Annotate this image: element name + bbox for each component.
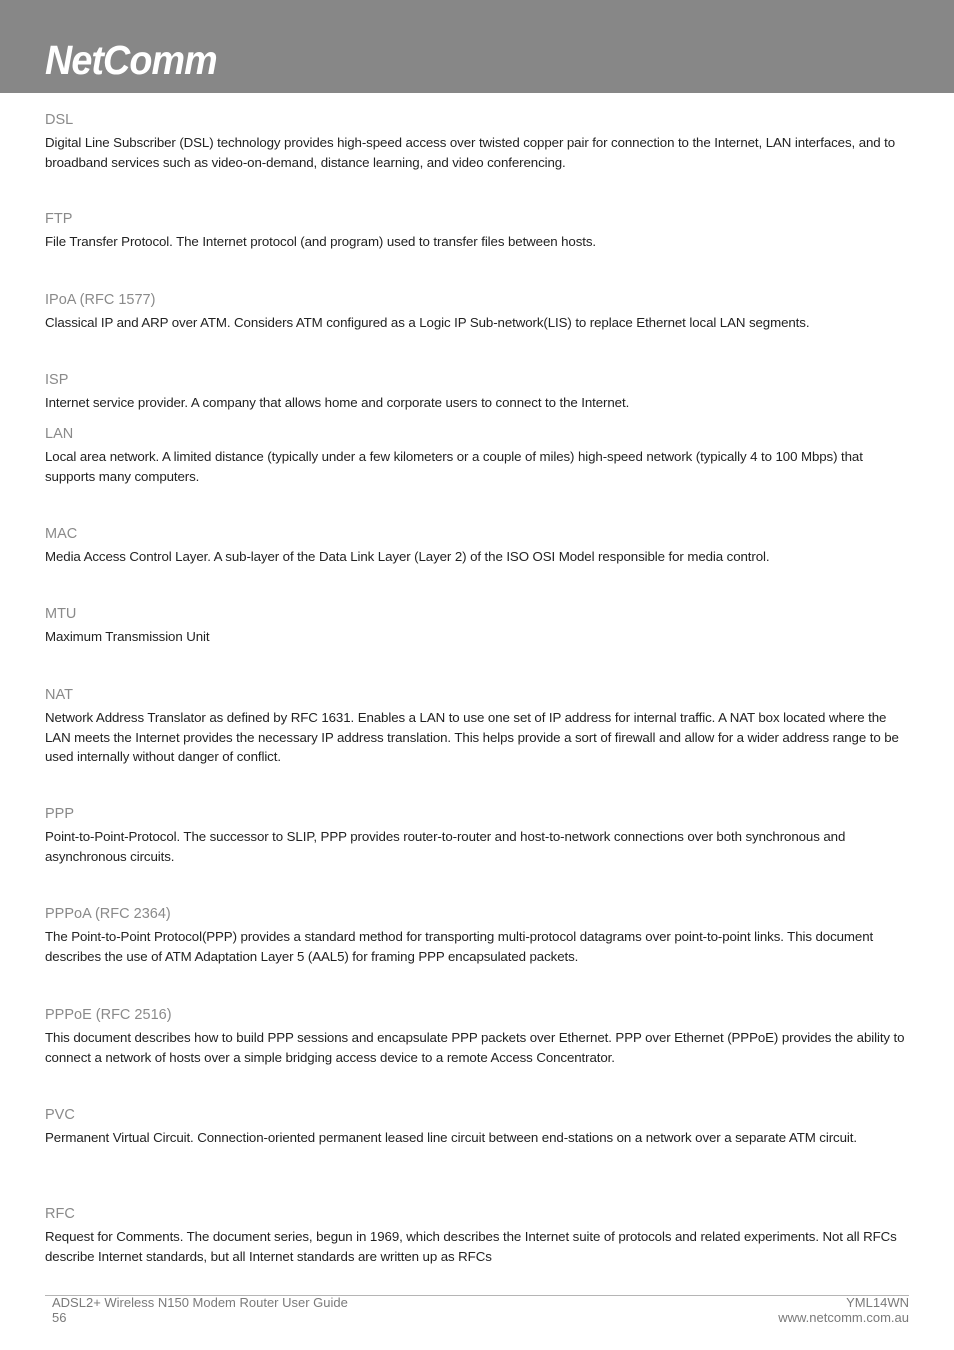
footer-guide-title: ADSL2+ Wireless N150 Modem Router User Guide	[52, 1295, 348, 1310]
glossary-entry-pppoa	[45, 905, 911, 966]
term-heading: PPPoE (RFC 2516)	[45, 1007, 172, 1023]
glossary-entry-ftp	[45, 210, 911, 252]
term-definition: Permanent Virtual Circuit. Connection-oriented permanent leased line circuit between end-stations on a network over a separate ATM circuit.	[45, 1130, 857, 1145]
term-heading: PPP	[45, 806, 75, 822]
term-definition: File Transfer Protocol. The Internet protocol (and program) used to transfer files between hosts.	[45, 234, 597, 249]
term-definition: Internet service provider. A company that allows home and corporate users to connect to the Internet.	[45, 395, 630, 410]
footer-right	[778, 1295, 909, 1325]
term-definition: The Point-to-Point Protocol(PPP) provides a standard method for transporting multi-protocol datagrams over point-to-point links. This document describes the use of ATM Adaptation Layer 5 (AAL5) for framing PPP encapsulated packets.	[45, 929, 874, 964]
footer-website: www.netcomm.com.au	[778, 1310, 909, 1325]
term-heading: RFC	[45, 1206, 75, 1222]
glossary-entry-ppp	[45, 805, 911, 866]
term-heading: MTU	[45, 606, 77, 622]
term-definition: Network Address Translator as defined by RFC 1631. Enables a LAN to use one set of IP address for internal traffic. A NAT box located where the LAN meets the Internet provides the necessary IP address translation. This helps provide a sort of firewall and allow for a wider address range to be used internally without danger of conflict.	[45, 710, 899, 764]
term-heading: IPoA (RFC 1577)	[45, 292, 156, 308]
term-definition: Digital Line Subscriber (DSL) technology provides high-speed access over twisted copper pair for connection to the Internet, LAN interfaces, and to broadband services such as video-on-demand, distance learning, and video conferencing.	[45, 135, 896, 170]
glossary-entry-dsl	[45, 111, 911, 172]
term-definition: Point-to-Point-Protocol. The successor to SLIP, PPP provides router-to-router and host-to-network connections over both synchronous and asynchronous circuits.	[45, 829, 846, 864]
term-definition: Request for Comments. The document series, begun in 1969, which describes the Internet suite of protocols and related experiments. Not all RFCs describe Internet standards, but all Internet standards are written up as RFCs	[45, 1229, 897, 1264]
glossary-entry-nat	[45, 686, 911, 767]
term-heading: PVC	[45, 1107, 75, 1123]
term-definition: Classical IP and ARP over ATM. Considers ATM configured as a Logic IP Sub-network(LIS) to replace Ethernet local LAN segments.	[45, 315, 810, 330]
term-heading: LAN	[45, 426, 74, 442]
term-definition: Maximum Transmission Unit	[45, 629, 210, 644]
glossary-entry-isp	[45, 371, 911, 413]
netcomm-logo: NetComm	[45, 37, 217, 83]
glossary-entry-rfc	[45, 1205, 911, 1266]
glossary-entry-mac	[45, 525, 911, 567]
term-heading: ISP	[45, 372, 69, 388]
glossary-entry-pppoe	[45, 1006, 911, 1067]
glossary-entry-mtu	[45, 605, 911, 647]
term-heading: NAT	[45, 687, 73, 703]
term-heading: FTP	[45, 211, 73, 227]
page-header	[0, 0, 954, 93]
term-definition: Local area network. A limited distance (typically under a few kilometers or a couple of miles) high-speed network (typically 4 to 100 Mbps) that supports many computers.	[45, 449, 863, 484]
glossary-entry-lan	[45, 425, 911, 486]
glossary-entry-pvc	[45, 1106, 911, 1148]
term-heading: DSL	[45, 112, 74, 128]
term-definition: This document describes how to build PPP sessions and encapsulate PPP packets over Ethernet. PPP over Ethernet (PPPoE) provides the ability to connect a network of hosts over a simple bridging access device to a remote Access Concentrator.	[45, 1030, 905, 1065]
footer-left	[52, 1295, 348, 1325]
term-heading: PPPoA (RFC 2364)	[45, 906, 171, 922]
footer-page-number: 56	[52, 1310, 67, 1325]
term-heading: MAC	[45, 526, 78, 542]
footer-model: YML14WN	[846, 1295, 909, 1310]
glossary-entry-ipoa	[45, 291, 911, 333]
term-definition: Media Access Control Layer. A sub-layer of the Data Link Layer (Layer 2) of the ISO OSI Model responsible for media control.	[45, 549, 770, 564]
